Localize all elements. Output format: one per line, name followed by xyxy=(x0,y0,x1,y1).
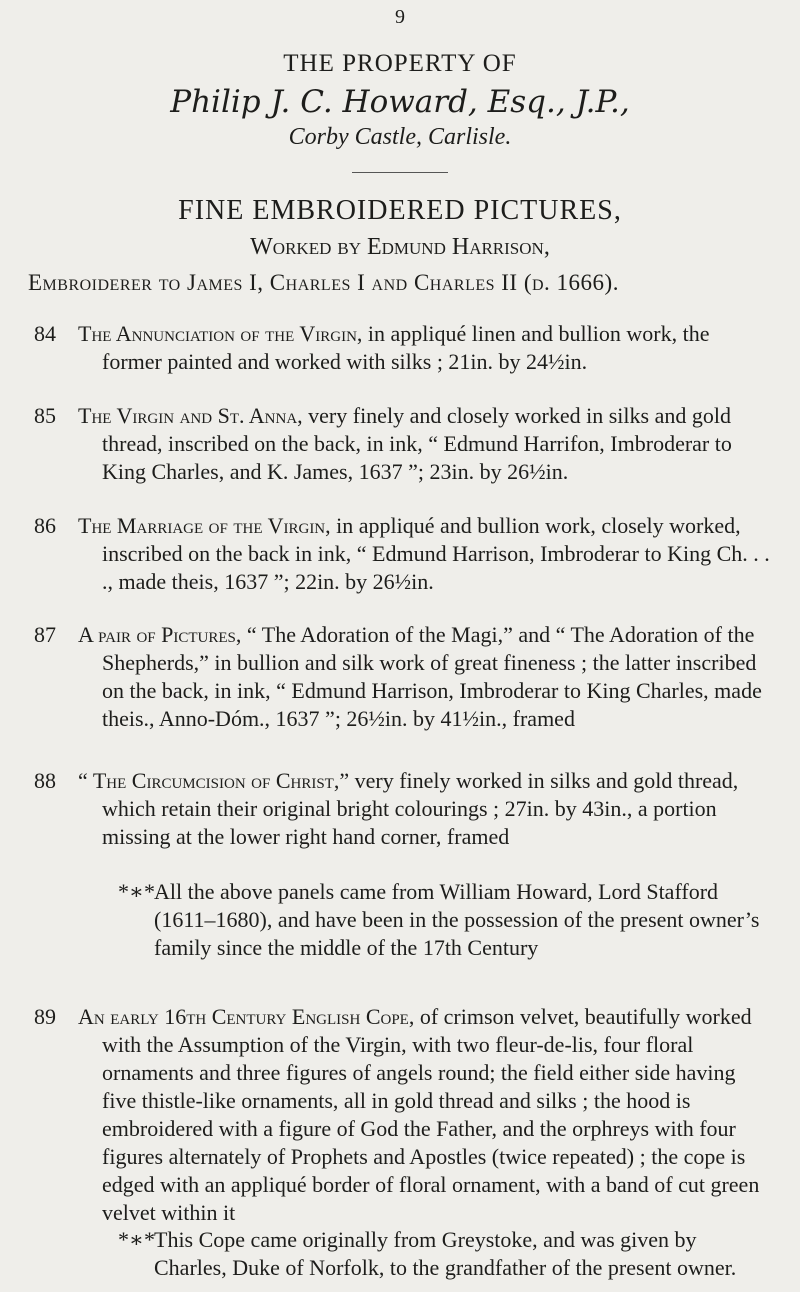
lot-description: “ The Adoration of the Magi,” and “ The Adoration of the Shepherds,” in bullion and silk work of great fineness ; the latter inscribed on the back, in ink, “ Edmund Harrison, Imbroderar to King Charles, made theis., Anno-Dóm., 1637 ”; 26½in. by 41½in., framed xyxy=(102,622,762,731)
worked-by-line: Worked by Edmund Harrison, xyxy=(250,234,550,260)
lot-number: 85 xyxy=(34,403,56,428)
lot-title: An early 16th Century English Cope, xyxy=(78,1004,415,1029)
lot-title: The Annunciation of the Virgin, xyxy=(78,321,363,346)
lot-number: 87 xyxy=(34,622,56,647)
lot-description: of crimson velvet, beautifully worked with the Assumption of the Virgin, with two fleur-de-lis, four floral ornaments and three figures of angels round; the field either side having five thistle-like ornaments, all in gold thread and silks ; the hood is embroidered with a figure of God the Father, and the orphreys with four figures alternately of Prophets and Apostles (twice repeated) ; the cope is edged with an appliqué border of floral ornament, with a band of cut green velvet within it xyxy=(102,1004,760,1225)
section-title: FINE EMBROIDERED PICTURES, xyxy=(178,195,622,226)
lot-title: “ The Circumcision of Christ,” xyxy=(78,768,350,793)
page-number: 9 xyxy=(395,6,405,28)
owner-name: Philip J. C. Howard, Esq., J.P., xyxy=(170,84,630,120)
asterism-mark: *∗* xyxy=(118,1227,155,1252)
lot-number: 89 xyxy=(34,1004,56,1029)
lot-title: A pair of Pictures, xyxy=(78,622,242,647)
lot-number: 88 xyxy=(34,768,56,793)
note-text: All the above panels came from William Howard, Lord Stafford (1611–1680), and have been in the possession of the present owner’s family since the middle of the 17th Century xyxy=(154,879,760,960)
property-line: THE PROPERTY OF xyxy=(283,50,517,77)
lot-number: 86 xyxy=(34,513,56,538)
lot-number: 84 xyxy=(34,321,56,346)
lot-description: very finely worked in silks and gold thread, which retain their original bright colourings ; 27in. by 43in., a portion missing at the lower right hand corner, framed xyxy=(102,768,739,849)
lot-title: The Virgin and St. Anna, xyxy=(78,403,303,428)
lot-title: The Marriage of the Virgin, xyxy=(78,513,331,538)
embroiderer-line: Embroiderer to James I, Charles I and Charles II (d. 1666). xyxy=(28,270,619,295)
owner-location: Corby Castle, Carlisle. xyxy=(288,124,512,150)
asterism-mark: *∗* xyxy=(118,879,155,904)
note-text: This Cope came originally from Greystoke, and was given by Charles, Duke of Norfolk, to the grandfather of the present owner. xyxy=(154,1227,737,1280)
divider-rule xyxy=(352,172,448,173)
lot-description: in appliqué linen and bullion work, the former painted and worked with silks ; 21in. by 24½in. xyxy=(102,321,710,374)
lot-description: in appliqué and bullion work, closely worked, inscribed on the back in ink, “ Edmund Harrison, Imbroderar to King Ch. . . ., made theis, 1637 ”; 22in. by 26½in. xyxy=(102,513,770,594)
lot-description: very finely and closely worked in silks and gold thread, inscribed on the back, in ink, “ Edmund Harrifon, Imbroderar to King Charles, and K. James, 1637 ”; 23in. by 26½in. xyxy=(102,403,732,484)
